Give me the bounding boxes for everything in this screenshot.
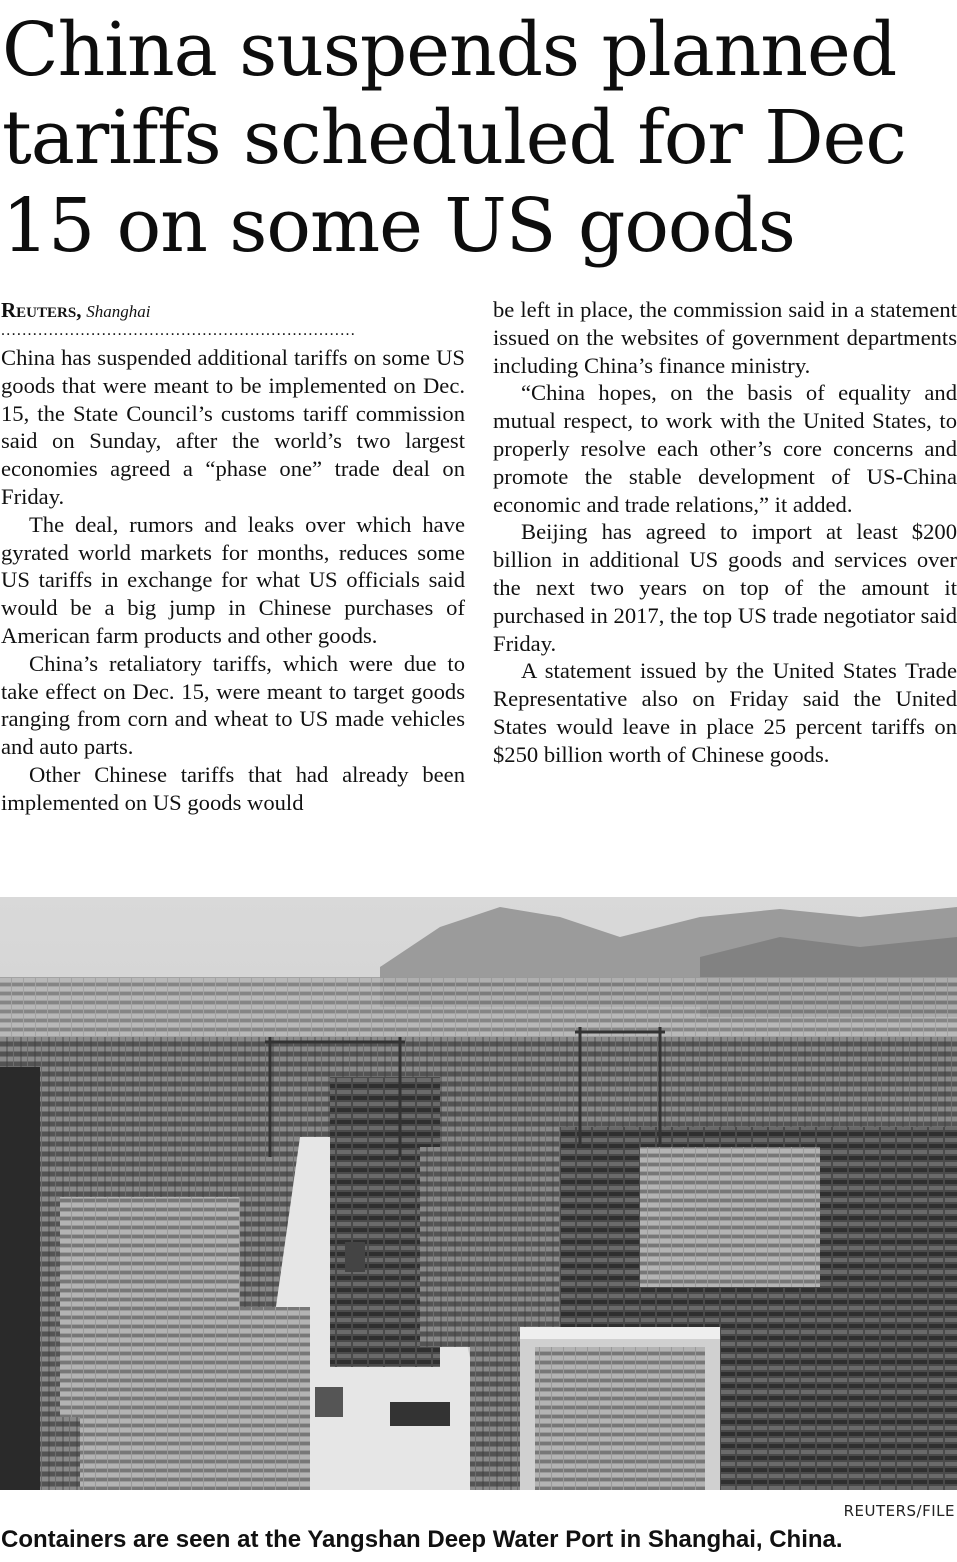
article-paragraph: Other Chinese tariffs that had already been implemented on US goods would [1,761,465,815]
article-paragraph: be left in place, the commission said in a statement issued on the websites of government departments including China’s finance ministry. [493,297,957,378]
headline [2,6,955,270]
article-paragraph: A statement issued by the United States Trade Representative also on Friday said the United States would leave in place 25 percent tariffs on $250 billion worth of Chinese goods. [493,658,957,767]
article-paragraph: “China hopes, on the basis of equality and mutual respect, to work with the United States, to properly resolve each other’s core concerns and promote the stable development of US-China economic and trade relations,” it added. [493,380,957,517]
byline [1,296,465,324]
headline-line: China suspends planned [2,7,897,93]
byline-place: Shanghai [86,302,151,321]
dotted-divider: ................................................................... [1,324,357,339]
container-port-photo [0,897,957,1490]
headline-line: 15 on some US goods [2,183,795,269]
article-column-left [1,296,465,817]
article-column-right [493,296,957,769]
article-paragraph: China’s retaliatory tariffs, which were due to take effect on Dec. 15, were meant to target goods ranging from corn and wheat to US made vehicles and auto parts. [1,650,465,760]
headline-line: tariffs scheduled for Dec [2,95,906,181]
photo-credit: REUTERS/FILE [843,1502,955,1520]
article-paragraph: China has suspended additional tariffs on some US goods that were meant to be implemented on Dec. 15, the State Council’s customs tariff commission said on Sunday, after the world’s two largest economies agreed a “phase one” trade deal on Friday. [1,345,465,509]
article-paragraph: The deal, rumors and leaks over which have gyrated world markets for months, reduces some US tariffs in exchange for what US officials said would be a big jump in Chinese purchases of American farm products and other goods. [1,511,465,648]
article-paragraph: Beijing has agreed to import at least $200 billion in additional US goods and services over the next two years on top of the amount it purchased in 2017, the top US trade negotiator said Friday. [493,519,957,656]
byline-agency: Reuters, [1,298,82,322]
photo-caption: Containers are seen at the Yangshan Deep Water Port in Shanghai, China. [1,1526,843,1553]
